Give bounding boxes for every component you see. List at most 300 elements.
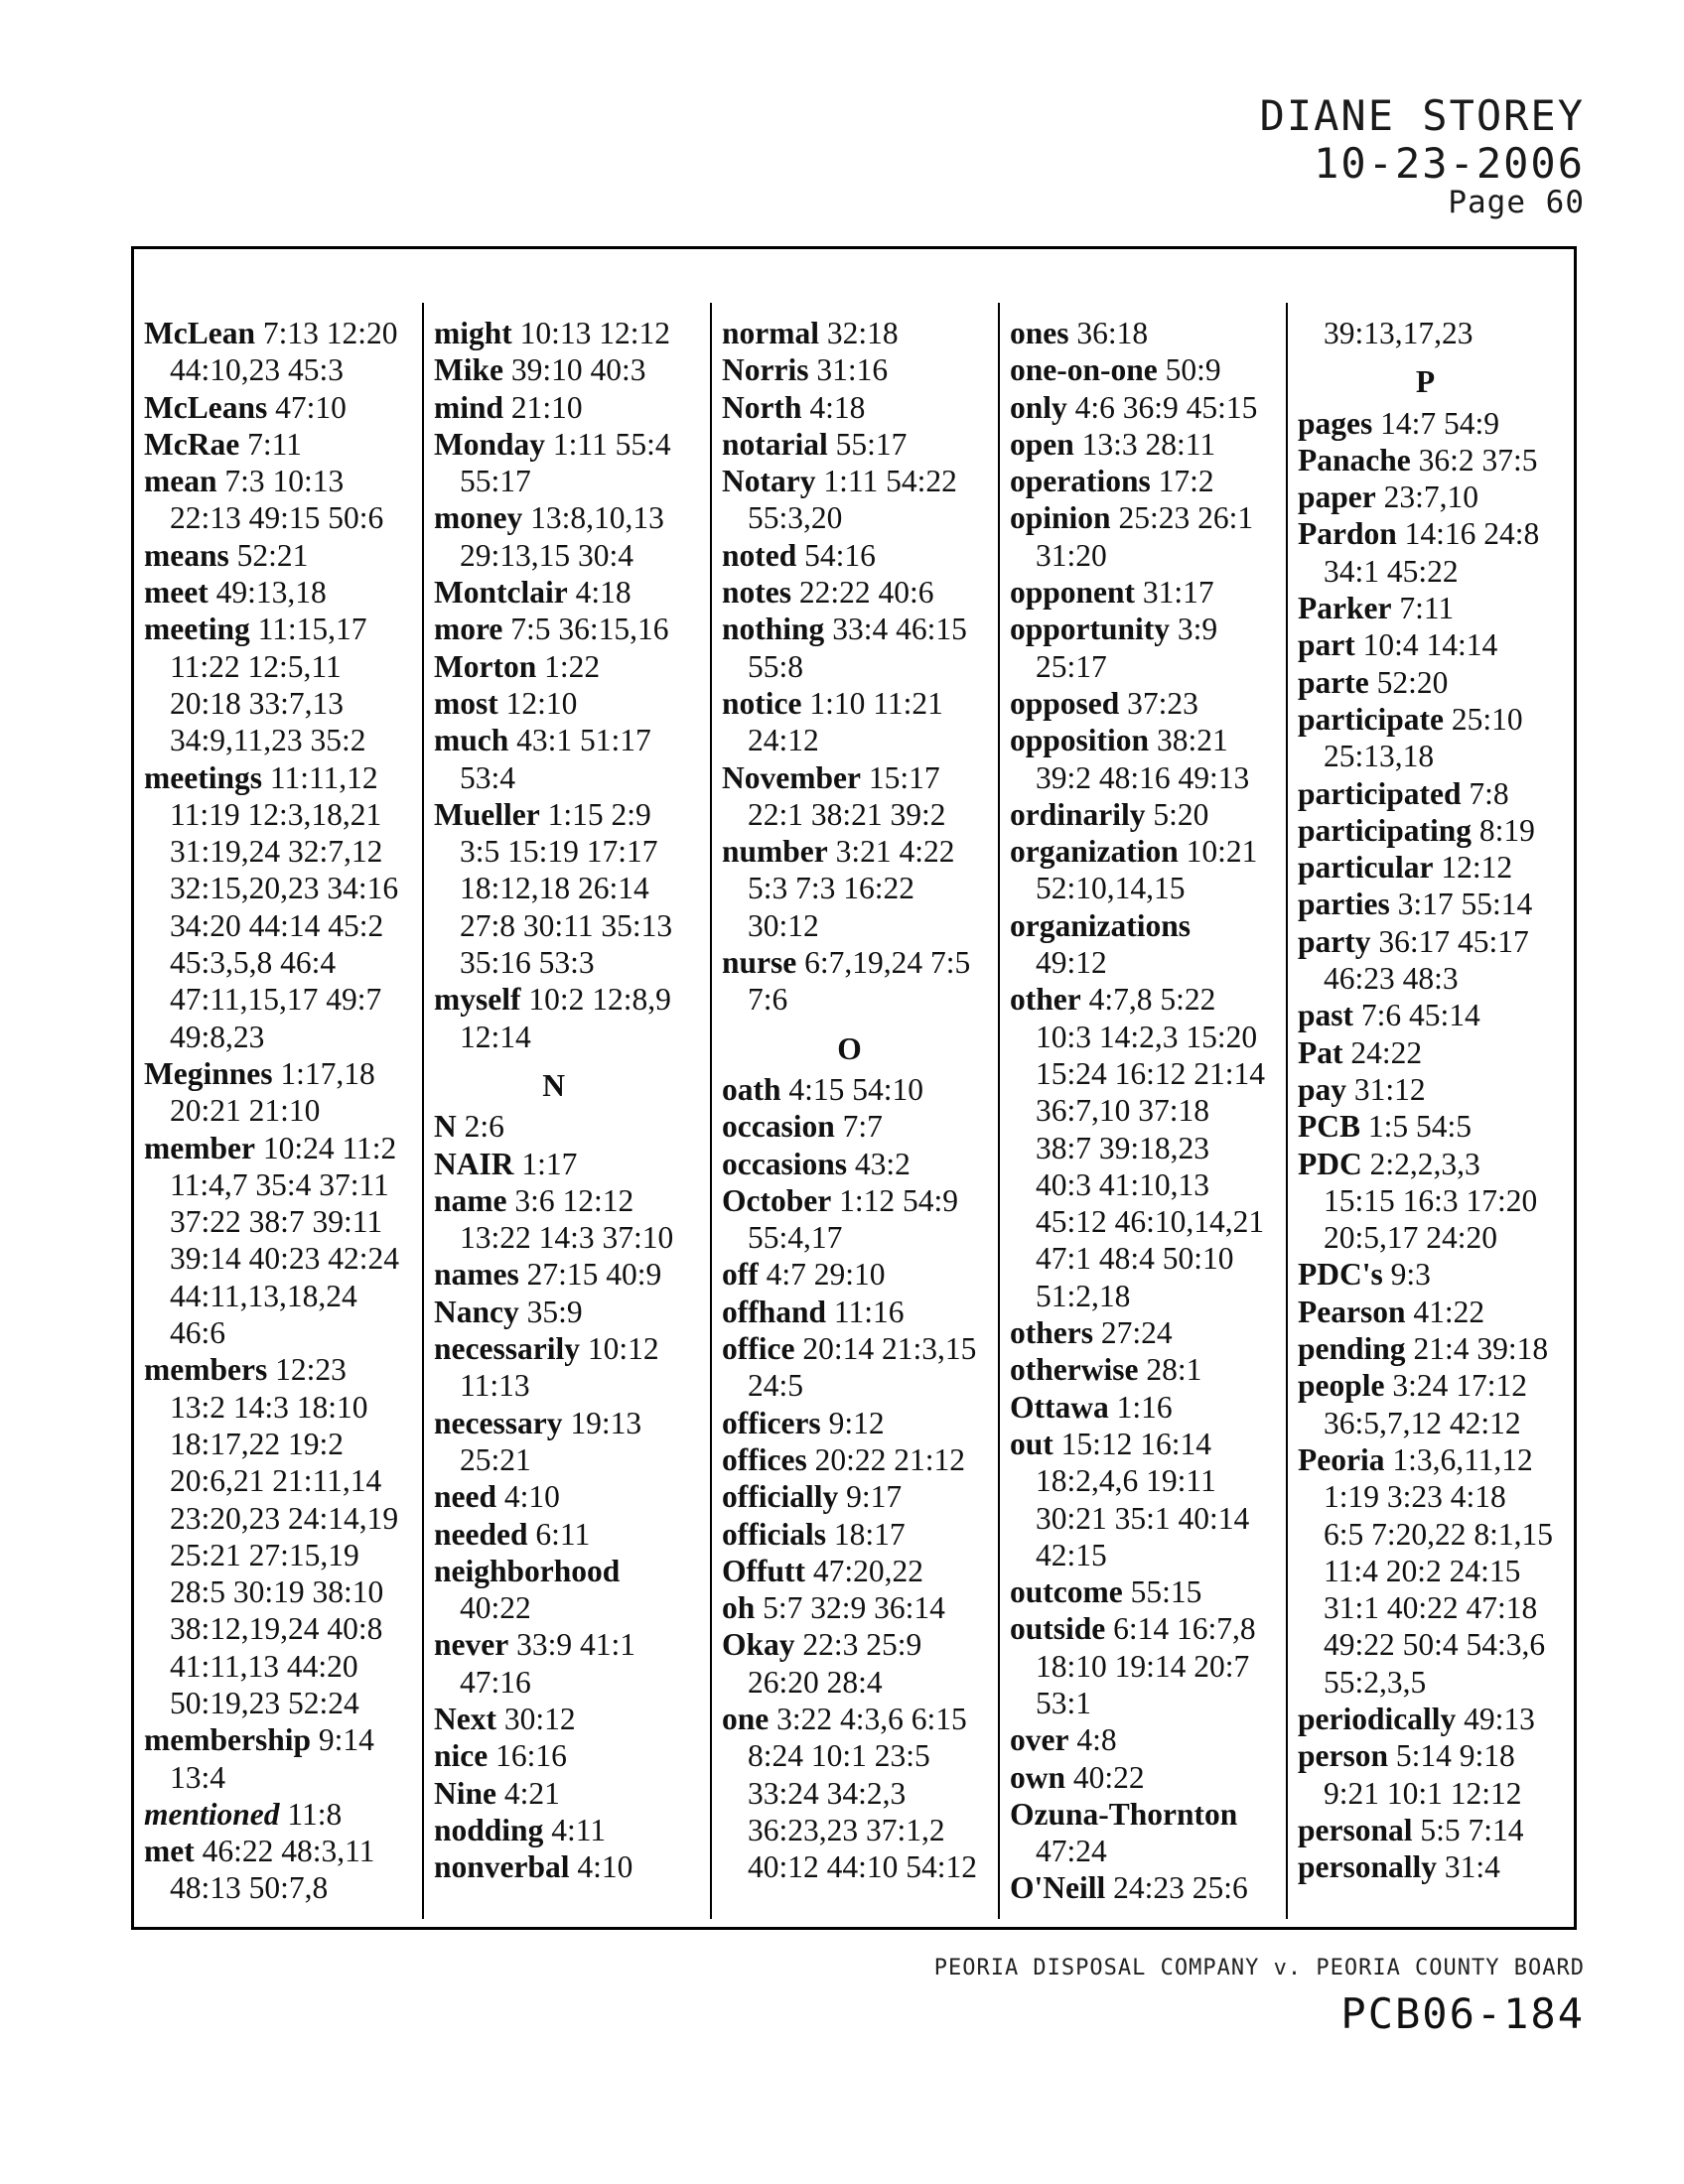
index-word: meetings bbox=[144, 759, 262, 795]
index-references: 20:14 21:3,15 bbox=[794, 1331, 977, 1367]
index-word: oath bbox=[722, 1071, 781, 1107]
index-word: outside bbox=[1010, 1611, 1106, 1647]
index-entry bbox=[144, 1833, 399, 1869]
index-entry bbox=[434, 796, 673, 833]
index-entry bbox=[144, 1351, 399, 1388]
index-references: 4:15 54:10 bbox=[780, 1071, 924, 1107]
index-references: 43:2 bbox=[847, 1146, 911, 1181]
index-entry bbox=[1298, 923, 1553, 960]
index-word: other bbox=[1010, 982, 1081, 1018]
index-entry bbox=[144, 611, 399, 647]
index-references: 7:6 45:14 bbox=[1353, 998, 1480, 1033]
index-references: 10:12 bbox=[579, 1331, 659, 1367]
index-word: Montclair bbox=[434, 575, 568, 611]
index-entry bbox=[1298, 1256, 1553, 1293]
index-references: 7:8 bbox=[1461, 775, 1509, 811]
index-references: 9:14 bbox=[311, 1722, 374, 1758]
index-references: 1:15 2:9 bbox=[539, 796, 651, 832]
index-references: 32:15,20,23 34:16 bbox=[170, 871, 399, 906]
index-entry bbox=[434, 648, 673, 685]
index-references: 13:3 28:11 bbox=[1073, 426, 1216, 462]
index-references: 6:11 bbox=[527, 1516, 591, 1552]
index-entry bbox=[722, 315, 977, 351]
index-word: McLean bbox=[144, 316, 255, 350]
index-entry bbox=[1298, 997, 1553, 1033]
index-word: names bbox=[434, 1257, 519, 1293]
index-entry bbox=[434, 1775, 673, 1812]
index-references: 55:8 bbox=[748, 648, 804, 684]
index-references: 47:20,22 bbox=[804, 1553, 923, 1588]
index-word: Next bbox=[434, 1701, 496, 1736]
index-word: noted bbox=[722, 537, 797, 573]
index-references: 10:2 12:8,9 bbox=[520, 982, 671, 1018]
index-entry bbox=[144, 389, 399, 426]
index-entry bbox=[434, 1626, 673, 1663]
index-references: 30:12 bbox=[748, 907, 819, 943]
index-entry bbox=[434, 611, 673, 647]
index-entry bbox=[1298, 664, 1553, 701]
index-word: one bbox=[722, 1701, 770, 1736]
index-references: 7:11 bbox=[239, 426, 302, 462]
index-references: 34:1 45:22 bbox=[1324, 553, 1459, 589]
index-references: 5:3 7:3 16:22 bbox=[748, 871, 915, 906]
index-references: 36:18 bbox=[1068, 316, 1149, 350]
index-word: membership bbox=[144, 1722, 311, 1758]
index-word: occasions bbox=[722, 1146, 847, 1181]
index-word: opposition bbox=[1010, 723, 1150, 758]
index-references: 17:2 bbox=[1150, 464, 1214, 499]
index-references: 4:7 29:10 bbox=[758, 1257, 886, 1293]
index-entry bbox=[1010, 685, 1265, 722]
index-word: participated bbox=[1298, 775, 1462, 811]
index-word: Pardon bbox=[1298, 516, 1397, 552]
index-word: notarial bbox=[722, 426, 828, 462]
index-entry bbox=[1010, 1573, 1265, 1610]
index-references: 12:14 bbox=[460, 1019, 531, 1054]
index-references: 31:12 bbox=[1346, 1071, 1426, 1107]
index-references: 11:4 20:2 24:15 bbox=[1324, 1553, 1521, 1588]
index-references: 28:5 30:19 38:10 bbox=[170, 1574, 384, 1610]
index-entry bbox=[722, 1478, 977, 1515]
index-entry bbox=[144, 426, 399, 463]
index-references: 20:18 33:7,13 bbox=[170, 685, 345, 721]
index-word: organization bbox=[1010, 834, 1179, 870]
index-word: necessary bbox=[434, 1405, 563, 1440]
index-references: 36:2 37:5 bbox=[1410, 442, 1538, 478]
index-word: one-on-one bbox=[1010, 352, 1158, 388]
index-references: 39:13,17,23 bbox=[1324, 316, 1474, 350]
index-references: 47:11,15,17 49:7 bbox=[170, 982, 382, 1018]
index-entry bbox=[1010, 426, 1265, 463]
index-references: 55:4,17 bbox=[748, 1220, 843, 1256]
index-word: ordinarily bbox=[1010, 796, 1146, 832]
index-word: PDC bbox=[1298, 1146, 1362, 1181]
index-references: 18:12,18 26:14 bbox=[460, 871, 649, 906]
index-word: parties bbox=[1298, 887, 1390, 922]
index-word: October bbox=[722, 1182, 832, 1218]
index-references: 20:22 21:12 bbox=[806, 1441, 965, 1477]
index-word: past bbox=[1298, 998, 1354, 1033]
index-entry bbox=[144, 1055, 399, 1092]
index-references: 45:3,5,8 46:4 bbox=[170, 945, 337, 981]
index-references: 38:7 39:18,23 bbox=[1036, 1130, 1210, 1165]
index-references: 49:12 bbox=[1036, 945, 1107, 981]
index-word: offhand bbox=[722, 1294, 827, 1329]
index-entry bbox=[722, 1182, 977, 1219]
index-word: Meginnes bbox=[144, 1055, 273, 1091]
index-word: Peoria bbox=[1298, 1441, 1385, 1477]
index-entry bbox=[434, 1405, 673, 1441]
index-references: 54:16 bbox=[796, 537, 876, 573]
index-entry bbox=[722, 1405, 977, 1441]
index-word: out bbox=[1010, 1426, 1053, 1461]
index-entry bbox=[1010, 1389, 1265, 1426]
index-entry bbox=[434, 981, 673, 1018]
index-word: never bbox=[434, 1627, 509, 1663]
index-word: Mueller bbox=[434, 796, 540, 832]
index-entry bbox=[1298, 1701, 1553, 1737]
index-word: normal bbox=[722, 316, 819, 350]
index-entry bbox=[722, 537, 977, 574]
index-word: officers bbox=[722, 1405, 821, 1440]
index-word: Pat bbox=[1298, 1034, 1343, 1070]
index-references: 36:17 45:17 bbox=[1370, 923, 1529, 959]
index-references: 22:13 49:15 50:6 bbox=[170, 500, 384, 536]
index-entry bbox=[1010, 722, 1265, 758]
index-entry bbox=[722, 574, 977, 611]
index-entry bbox=[1010, 463, 1265, 499]
index-word: Morton bbox=[434, 648, 537, 684]
index-word: particular bbox=[1298, 850, 1434, 886]
index-entry bbox=[1010, 315, 1265, 351]
index-references: 6:14 16:7,8 bbox=[1105, 1611, 1256, 1647]
index-entry bbox=[1298, 442, 1553, 478]
index-references: 20:6,21 21:11,14 bbox=[170, 1463, 382, 1499]
index-references: 3:5 15:19 17:17 bbox=[460, 834, 658, 870]
index-entry bbox=[434, 1516, 673, 1553]
index-entry bbox=[144, 759, 399, 796]
index-references: 41:22 bbox=[1405, 1294, 1485, 1329]
index-word: parte bbox=[1298, 664, 1369, 700]
index-references: 15:17 bbox=[860, 759, 940, 795]
column-divider bbox=[710, 303, 712, 1919]
index-references: 38:12,19,24 40:8 bbox=[170, 1611, 383, 1647]
index-references: 35:9 bbox=[518, 1294, 583, 1329]
index-references: 39:2 48:16 49:13 bbox=[1036, 759, 1250, 795]
index-references: 46:6 bbox=[170, 1315, 226, 1351]
index-word: part bbox=[1298, 627, 1355, 663]
section-letter: O bbox=[837, 1030, 862, 1066]
index-entry bbox=[1010, 1426, 1265, 1462]
index-word: name bbox=[434, 1182, 507, 1218]
index-entry bbox=[1010, 1351, 1265, 1388]
index-references: 55:17 bbox=[827, 426, 908, 462]
index-word: N bbox=[434, 1109, 457, 1145]
index-entry bbox=[434, 426, 673, 463]
index-references: 25:13,18 bbox=[1324, 739, 1435, 774]
index-entry bbox=[1298, 590, 1553, 626]
index-column-1 bbox=[144, 315, 399, 1907]
index-references: 7:7 bbox=[834, 1109, 883, 1145]
index-column-4 bbox=[1010, 315, 1265, 1907]
index-references: 14:16 24:8 bbox=[1396, 516, 1540, 552]
index-references: 6:5 7:20,22 8:1,15 bbox=[1324, 1516, 1554, 1552]
index-references: 29:13,15 30:4 bbox=[460, 537, 634, 573]
index-references: 31:1 40:22 47:18 bbox=[1324, 1590, 1538, 1626]
index-entry bbox=[1298, 1367, 1553, 1404]
index-word: periodically bbox=[1298, 1701, 1457, 1736]
index-word: NAIR bbox=[434, 1146, 514, 1181]
index-references: 53:1 bbox=[1036, 1685, 1092, 1720]
index-entry bbox=[1298, 1330, 1553, 1367]
index-entry bbox=[722, 1516, 977, 1553]
index-references: 11:4,7 35:4 37:11 bbox=[170, 1166, 389, 1202]
index-word: operations bbox=[1010, 464, 1151, 499]
index-word: Nine bbox=[434, 1775, 496, 1811]
index-references: 31:20 bbox=[1036, 537, 1107, 573]
index-references: 16:16 bbox=[488, 1738, 567, 1774]
index-word: pages bbox=[1298, 405, 1373, 441]
index-references: 2:6 bbox=[456, 1109, 504, 1145]
index-references: 55:15 bbox=[1122, 1574, 1202, 1610]
index-word: Offutt bbox=[722, 1553, 805, 1588]
index-references: 21:10 bbox=[503, 389, 583, 425]
index-entry bbox=[1010, 389, 1265, 426]
index-references: 4:7,8 5:22 bbox=[1080, 982, 1216, 1018]
index-word: means bbox=[144, 537, 229, 573]
index-word: members bbox=[144, 1352, 268, 1388]
index-references: 33:4 46:15 bbox=[824, 612, 967, 647]
index-entry bbox=[1298, 1071, 1553, 1108]
index-references: 11:8 bbox=[279, 1796, 343, 1832]
index-entry bbox=[722, 351, 977, 388]
index-references: 49:22 50:4 54:3,6 bbox=[1324, 1627, 1546, 1663]
index-column-5 bbox=[1298, 315, 1553, 1885]
index-references: 20:21 21:10 bbox=[170, 1093, 321, 1129]
index-word: money bbox=[434, 500, 523, 536]
index-entry bbox=[1010, 611, 1265, 647]
index-word: number bbox=[722, 834, 828, 870]
index-word: personal bbox=[1298, 1812, 1413, 1847]
index-references: 24:22 bbox=[1342, 1034, 1423, 1070]
index-references: 11:22 12:5,11 bbox=[170, 648, 342, 684]
index-entry bbox=[434, 1737, 673, 1774]
index-references: 4:10 bbox=[569, 1849, 633, 1885]
index-references: 52:20 bbox=[1368, 664, 1449, 700]
index-references: 10:24 11:2 bbox=[254, 1130, 397, 1165]
index-references: 49:8,23 bbox=[170, 1019, 265, 1054]
index-references: 25:17 bbox=[1036, 648, 1107, 684]
index-word: mentioned bbox=[144, 1796, 280, 1832]
index-references: 12:12 bbox=[1433, 850, 1513, 886]
index-word: participate bbox=[1298, 701, 1444, 737]
index-entry bbox=[434, 685, 673, 722]
index-word: off bbox=[722, 1257, 759, 1293]
index-references: 7:3 10:13 bbox=[216, 464, 345, 499]
index-references: 7:13 12:20 bbox=[254, 316, 398, 350]
index-entry bbox=[434, 389, 673, 426]
index-references: 9:21 10:1 12:12 bbox=[1324, 1775, 1522, 1811]
index-entry bbox=[434, 1701, 673, 1737]
index-word: Notary bbox=[722, 464, 816, 499]
index-references: 1:12 54:9 bbox=[831, 1182, 958, 1218]
index-references: 5:5 7:14 bbox=[1412, 1812, 1524, 1847]
index-references: 11:16 bbox=[826, 1294, 905, 1329]
index-references: 2:2,2,3,3 bbox=[1361, 1146, 1480, 1181]
index-references: 15:12 16:14 bbox=[1052, 1426, 1212, 1461]
index-references: 4:21 bbox=[496, 1775, 560, 1811]
index-entry bbox=[144, 574, 399, 611]
index-entry bbox=[1010, 1869, 1265, 1906]
index-word: opinion bbox=[1010, 500, 1111, 536]
index-entry bbox=[722, 463, 977, 499]
index-column-2 bbox=[434, 315, 673, 1885]
index-word: opponent bbox=[1010, 575, 1136, 611]
index-word: ones bbox=[1010, 316, 1069, 350]
index-word: nice bbox=[434, 1738, 489, 1774]
index-references: 3:9 bbox=[1170, 612, 1218, 647]
index-references: 30:12 bbox=[495, 1701, 576, 1736]
index-references: 1:11 54:22 bbox=[815, 464, 957, 499]
index-entry bbox=[434, 1146, 673, 1182]
index-word: own bbox=[1010, 1759, 1066, 1795]
index-references: 5:7 32:9 36:14 bbox=[755, 1590, 945, 1626]
index-entry bbox=[1298, 478, 1553, 515]
index-entry bbox=[1010, 981, 1265, 1018]
index-entry bbox=[1010, 1314, 1265, 1351]
index-references: 34:9,11,23 35:2 bbox=[170, 723, 366, 758]
index-entry bbox=[722, 611, 977, 647]
index-references: 43:1 51:17 bbox=[508, 723, 651, 758]
index-references: 44:11,13,18,24 bbox=[170, 1278, 357, 1313]
index-column-3 bbox=[722, 315, 977, 1885]
index-entry bbox=[144, 1721, 399, 1758]
index-entry bbox=[1010, 499, 1265, 536]
index-word: officials bbox=[722, 1516, 826, 1552]
index-entry bbox=[1010, 351, 1265, 388]
index-entry bbox=[434, 1108, 673, 1145]
index-word: only bbox=[1010, 389, 1067, 425]
case-number: PCB06-184 bbox=[1340, 1989, 1585, 2038]
index-word: participating bbox=[1298, 812, 1473, 848]
index-references: 40:22 bbox=[1065, 1759, 1145, 1795]
index-references: 1:16 bbox=[1108, 1389, 1173, 1425]
index-references: 9:3 bbox=[1382, 1257, 1431, 1293]
index-references: 8:24 10:1 23:5 bbox=[748, 1738, 930, 1774]
index-word: nurse bbox=[722, 945, 797, 981]
index-word: O'Neill bbox=[1010, 1870, 1106, 1906]
index-references: 52:10,14,15 bbox=[1036, 871, 1186, 906]
index-entry bbox=[1298, 515, 1553, 552]
index-word: McRae bbox=[144, 426, 240, 462]
index-entry bbox=[722, 1589, 977, 1626]
index-entry bbox=[1010, 1610, 1265, 1647]
witness-name: DIANE STOREY bbox=[1259, 91, 1585, 140]
index-entry bbox=[1298, 701, 1553, 738]
page-number: Page 60 bbox=[1448, 185, 1585, 220]
index-word: Mike bbox=[434, 352, 503, 388]
index-entry bbox=[1298, 1848, 1553, 1885]
index-references: 40:22 bbox=[460, 1590, 531, 1626]
index-references: 39:14 40:23 42:24 bbox=[170, 1241, 400, 1277]
index-references: 12:23 bbox=[267, 1352, 347, 1388]
index-references: 10:4 14:14 bbox=[1354, 627, 1498, 663]
index-references: 4:11 bbox=[543, 1812, 607, 1847]
index-references: 19:13 bbox=[562, 1405, 642, 1440]
index-word: McLeans bbox=[144, 389, 268, 425]
index-word: meeting bbox=[144, 612, 250, 647]
index-word: North bbox=[722, 389, 802, 425]
index-references: 23:20,23 24:14,19 bbox=[170, 1500, 399, 1536]
index-references: 18:17 bbox=[825, 1516, 906, 1552]
index-word: mind bbox=[434, 389, 504, 425]
index-references: 51:2,18 bbox=[1036, 1278, 1131, 1313]
index-references: 55:2,3,5 bbox=[1324, 1664, 1427, 1700]
index-entry bbox=[434, 574, 673, 611]
index-word: Monday bbox=[434, 426, 546, 462]
index-word: need bbox=[434, 1479, 496, 1515]
index-entry bbox=[434, 1330, 673, 1367]
index-references: 30:21 35:1 40:14 bbox=[1036, 1500, 1250, 1536]
index-references: 3:21 4:22 bbox=[827, 834, 955, 870]
deposition-date: 10-23-2006 bbox=[1314, 139, 1585, 188]
index-entry bbox=[722, 1256, 977, 1293]
index-word: offices bbox=[722, 1441, 807, 1477]
index-entry bbox=[434, 1478, 673, 1515]
index-references: 31:19,24 32:7,12 bbox=[170, 834, 383, 870]
index-entry bbox=[722, 1294, 977, 1330]
index-word: opportunity bbox=[1010, 612, 1171, 647]
index-references: 11:19 12:3,18,21 bbox=[170, 796, 382, 832]
index-references: 25:10 bbox=[1443, 701, 1523, 737]
index-references: 31:17 bbox=[1135, 575, 1214, 611]
index-references: 45:12 46:10,14,21 bbox=[1036, 1204, 1265, 1240]
index-references: 47:24 bbox=[1036, 1834, 1107, 1869]
index-word: office bbox=[722, 1331, 795, 1367]
index-references: 55:3,20 bbox=[748, 500, 843, 536]
index-word: Parker bbox=[1298, 591, 1392, 626]
index-references: 36:23,23 37:1,2 bbox=[748, 1812, 945, 1847]
index-word: pay bbox=[1298, 1071, 1347, 1107]
index-word: member bbox=[144, 1130, 255, 1165]
index-entry bbox=[434, 315, 673, 351]
index-references: 49:13 bbox=[1456, 1701, 1535, 1736]
index-word: November bbox=[722, 759, 861, 795]
index-entry bbox=[722, 1108, 977, 1145]
index-references: 27:24 bbox=[1092, 1315, 1173, 1351]
index-references: 47:10 bbox=[267, 389, 347, 425]
index-entry bbox=[1298, 886, 1553, 922]
column-divider bbox=[998, 303, 1000, 1919]
index-references: 24:23 25:6 bbox=[1105, 1870, 1248, 1906]
index-entry bbox=[1298, 1737, 1553, 1774]
index-word: might bbox=[434, 316, 512, 350]
index-word: paper bbox=[1298, 479, 1376, 515]
index-references: 9:17 bbox=[838, 1479, 903, 1515]
index-references: 46:23 48:3 bbox=[1324, 961, 1459, 997]
index-word: most bbox=[434, 685, 498, 721]
index-entry bbox=[1298, 1294, 1553, 1330]
index-entry bbox=[1010, 907, 1265, 944]
index-word: nothing bbox=[722, 612, 825, 647]
index-entry bbox=[722, 389, 977, 426]
index-entry bbox=[722, 833, 977, 870]
index-references: 28:1 bbox=[1138, 1352, 1202, 1388]
index-word: needed bbox=[434, 1516, 528, 1552]
index-word: necessarily bbox=[434, 1331, 580, 1367]
index-references: 13:22 14:3 37:10 bbox=[460, 1220, 674, 1256]
index-references: 24:5 bbox=[748, 1368, 804, 1404]
